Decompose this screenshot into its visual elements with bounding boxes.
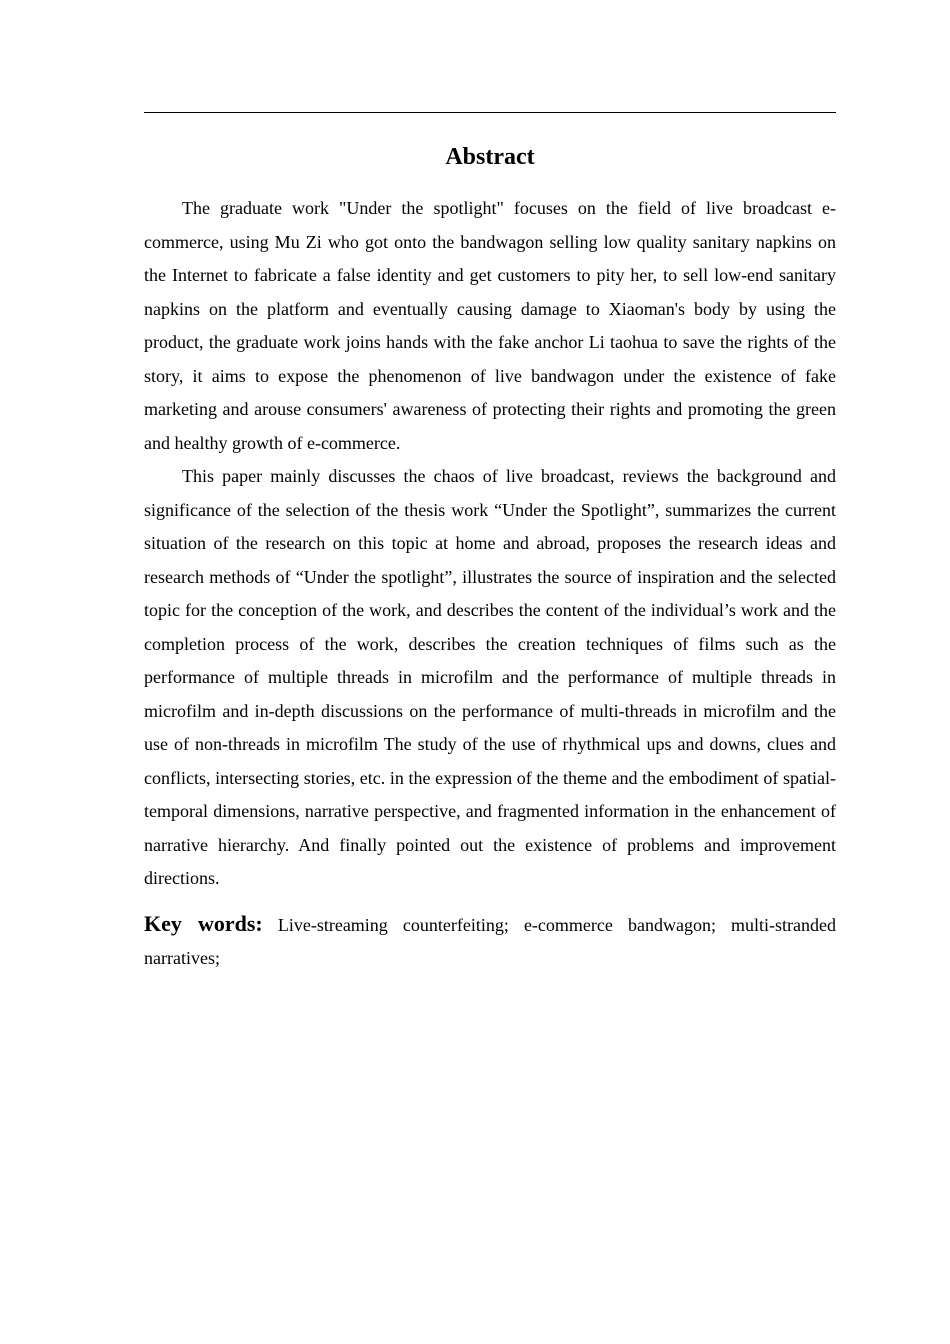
- abstract-title: Abstract: [445, 144, 535, 170]
- abstract-paragraph-2: This paper mainly discusses the chaos of live broadcast, reviews the background and significance of the selection of the thesis work “Under the Spotlight”, summarizes the current situation of the research on this topic at home and abroad, proposes the research ideas and research methods of “Under the spotlight”, illustrates the source of inspiration and the selected topic for the conception of the work, and describes the content of the individual’s work and the completion process of the work, describes the creation techniques of films such as the performance of multiple threads in microfilm and the performance of multiple threads in microfilm and in-depth discussions on the performance of multi-threads in microfilm and the use of non-threads in microfilm The study of the use of rhythmical ups and downs, clues and conflicts, intersecting stories, etc. in the expression of the theme and the embodiment of spatial-temporal dimensions, narrative perspective, and fragmented information in the enhancement of narrative hierarchy. And finally pointed out the existence of problems and improvement directions.: [144, 466, 836, 888]
- keywords-line: [144, 907, 836, 975]
- keywords-label: Key words:: [144, 910, 263, 936]
- keywords-text: Live-streaming counterfeiting; e-commerce bandwagon; multi-stranded narratives;: [144, 914, 837, 968]
- abstract-paragraph-1: The graduate work "Under the spotlight" focuses on the field of live broadcast e-commerce, using Mu Zi who got onto the bandwagon selling low quality sanitary napkins on the Internet to fabricate a false identity and get customers to pity her, to sell low-end sanitary napkins on the platform and eventually causing damage to Xiaoman's body by using the product, the graduate work joins hands with the fake anchor Li taohua to save the rights of the story, it aims to expose the phenomenon of live bandwagon under the existence of fake marketing and arouse consumers' awareness of protecting their rights and promoting the green and healthy growth of e-commerce.: [144, 198, 836, 453]
- abstract-body: [144, 192, 836, 975]
- header-rule: [144, 112, 836, 113]
